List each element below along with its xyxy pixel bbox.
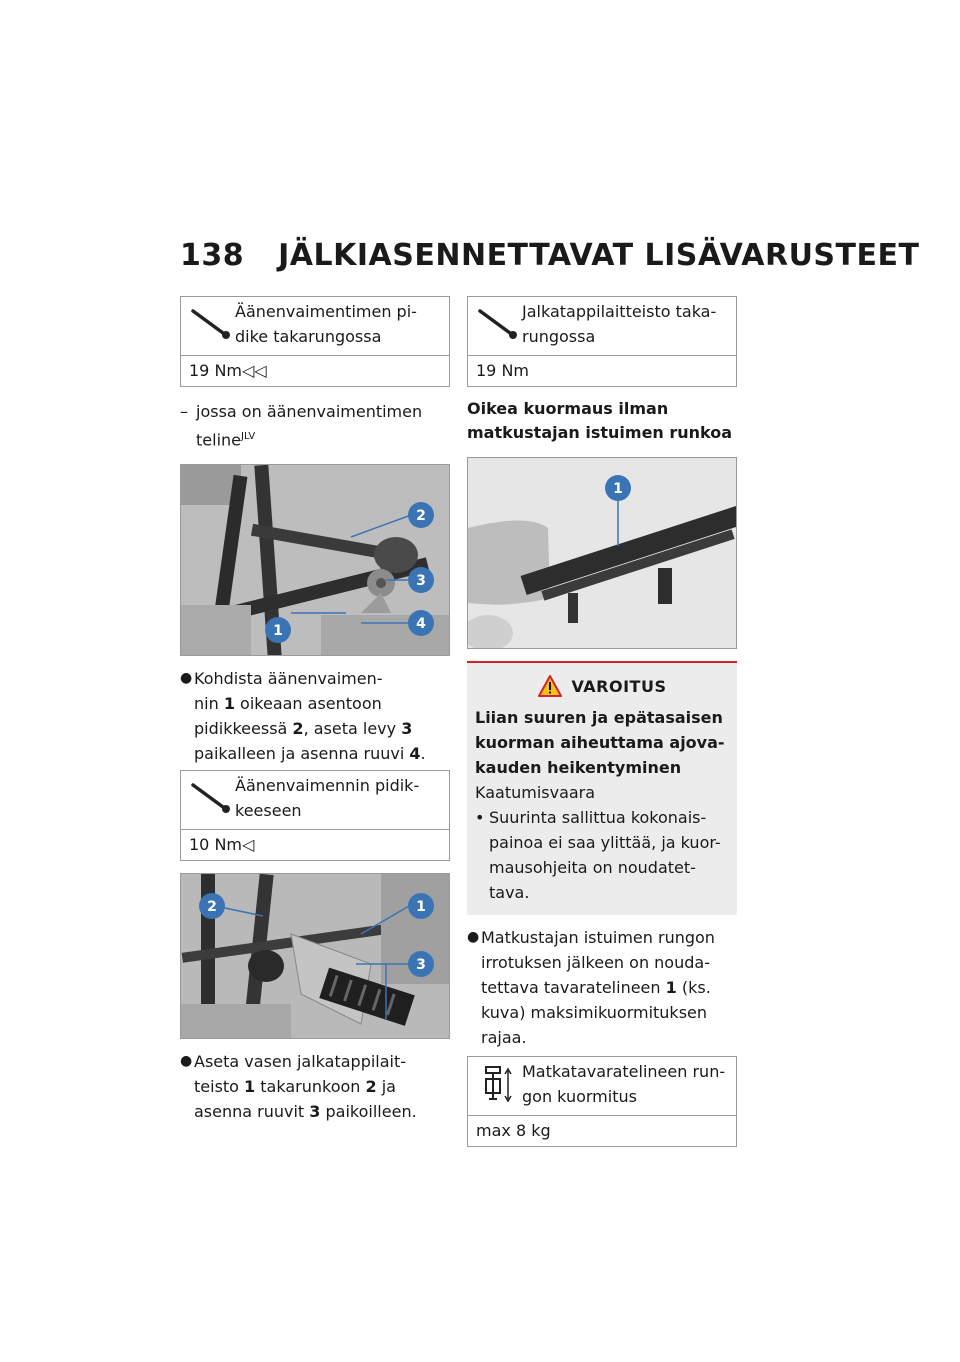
svg-text:1: 1 (416, 899, 426, 916)
svg-text:2: 2 (207, 899, 217, 916)
figure-muffler-bracket (180, 464, 450, 656)
torque-spec-box (180, 770, 450, 861)
svg-text:1: 1 (273, 623, 283, 640)
load-description-line: Matkatavaratelineen run- (522, 1062, 726, 1081)
warning-heading: Liian suuren ja epätasaisen kuorman aiheuttama ajova- kauden heikentyminen (475, 708, 725, 777)
torque-description-line: Äänenvaimennin pidik- (235, 776, 420, 796)
figure-callout-badge (265, 617, 291, 643)
torque-wrench-icon (189, 779, 235, 819)
svg-text:1: 1 (613, 481, 623, 497)
load-spec-box (467, 1056, 737, 1147)
warning-consequence: Kaatumisvaara (475, 783, 596, 802)
svg-text:3: 3 (416, 957, 426, 974)
figure-callout-badge (199, 893, 225, 919)
section-heading: Oikea kuormaus ilman matkustajan istuimen runkoa (467, 399, 733, 442)
warning-box (467, 661, 737, 915)
figure-footpeg-mount (180, 873, 450, 1039)
torque-spec-box (180, 296, 450, 387)
figure-luggage-rack-frame (467, 457, 737, 649)
instruction-bullet: ● Kohdista äänenvaimen- nin 1 oikeaan asentoon pidikkeessä 2, aseta levy 3 paikalleen ja asenna ruuvi 4. (180, 669, 426, 764)
option-code: JLV (241, 431, 256, 442)
left-column (180, 296, 450, 1124)
figure-callout-badge (408, 502, 434, 528)
instruction-bullet: ● Aseta vasen jalkatappilait- teisto 1 takarunkoon 2 ja asenna ruuvit 3 paikoilleen. (180, 1052, 417, 1122)
page-title: JÄLKIASENNETTAVAT LISÄVARUSTEET (278, 238, 920, 273)
figure-callout-badge (408, 951, 434, 977)
load-value: max 8 kg (476, 1121, 551, 1140)
torque-description-line: dike takarungossa (235, 327, 382, 346)
load-description-line: gon kuormitus (522, 1087, 637, 1106)
torque-spec-box (467, 296, 737, 387)
threadlock-marker: ◁◁ (242, 361, 267, 380)
torque-description-line: rungossa (522, 327, 596, 346)
warning-title: VAROITUS (571, 676, 667, 696)
torque-wrench-icon (476, 305, 522, 345)
torque-wrench-icon (189, 305, 235, 345)
torque-value: 19 Nm◁◁ (189, 361, 267, 380)
load-weight-icon (476, 1065, 522, 1105)
right-column (467, 296, 737, 1147)
torque-value: 10 Nm◁ (189, 835, 255, 855)
condition-line: – jossa on äänenvaimentimen teline$^{JLV}$ (180, 402, 423, 450)
torque-value: 19 Nm (476, 361, 529, 380)
figure-callout-badge (408, 610, 434, 636)
figure-callout-badge (605, 475, 631, 501)
warning-bullet: • Suurinta sallittua kokonais- painoa ei saa ylittää, ja kuor- mausohjeita on noudatet- tava. (475, 808, 721, 902)
page-header (180, 238, 919, 273)
torque-description-line: Äänenvaimentimen pi- (235, 302, 417, 321)
instruction-bullet: ● Matkustajan istuimen rungon irrotuksen jälkeen on nouda- tettava tavaratelineen 1 (ks. kuva) maksimikuormituksen rajaa. (467, 928, 715, 1047)
torque-description-line: Jalkatappilaitteisto taka- (522, 302, 717, 321)
threadlock-marker: ◁ (242, 835, 255, 855)
warning-triangle-icon (538, 675, 562, 697)
svg-text:2: 2 (416, 508, 426, 525)
svg-text:4: 4 (416, 616, 426, 633)
figure-callout-badge (408, 893, 434, 919)
figure-callout-badge (408, 567, 434, 593)
page-number: 138 (180, 238, 245, 273)
svg-text:3: 3 (416, 573, 426, 590)
torque-description-line: keeseen (235, 801, 302, 821)
